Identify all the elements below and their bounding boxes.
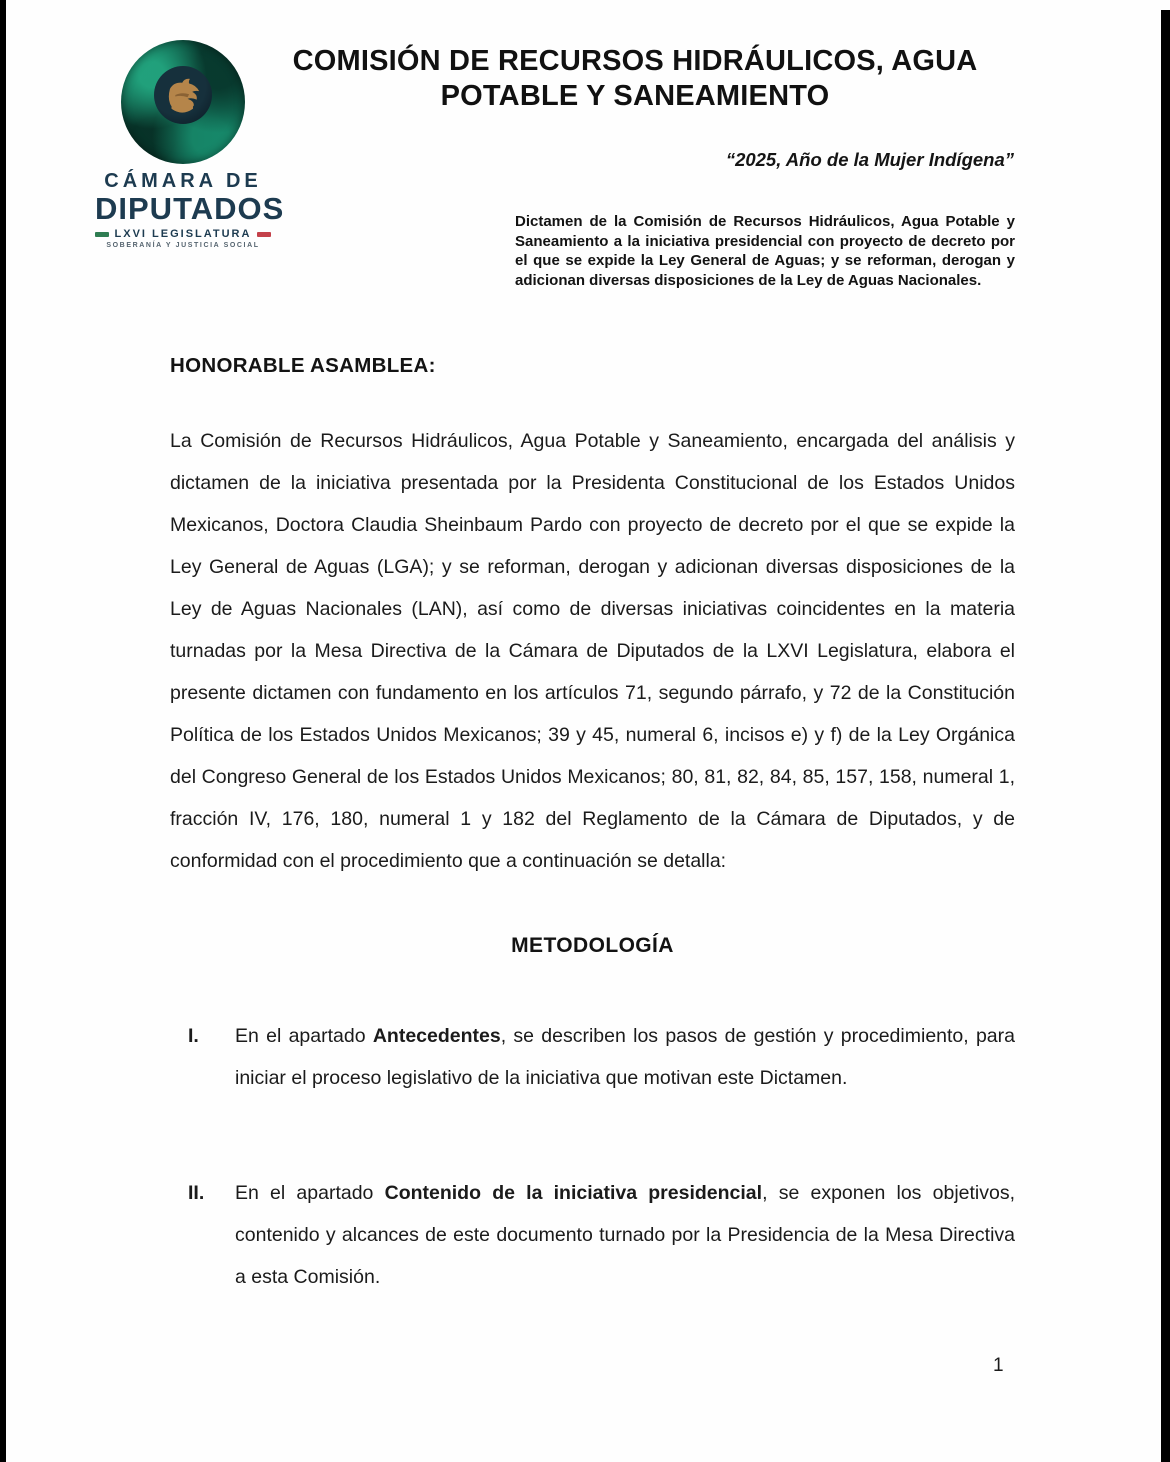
list-item-2-text (235, 1172, 1015, 1298)
logo-camara-de: CÁMARA DE (104, 170, 262, 192)
scan-edge-right (1161, 10, 1170, 1462)
salutation-heading: HONORABLE ASAMBLEA: (170, 354, 436, 377)
eagle-emblem-icon (154, 66, 212, 124)
logo-legislature-row (95, 228, 271, 240)
logo-motto: SOBERANÍA Y JUSTICIA SOCIAL (106, 242, 260, 249)
emblem-circle (121, 40, 245, 164)
list-item-1-bold: Antecedentes (372, 1025, 501, 1047)
logo-legislature: LXVI LEGISLATURA (114, 228, 252, 240)
list-item-1 (188, 1015, 1015, 1099)
page-title-line1: COMISIÓN DE RECURSOS HIDRÁULICOS, AGUA (292, 45, 978, 77)
camara-diputados-logo (95, 40, 285, 249)
list-item-2 (188, 1172, 1015, 1298)
red-dash (257, 232, 271, 237)
list-item-1-pre: En el apartado (235, 1025, 373, 1047)
green-dash (95, 232, 109, 237)
list-item-1-text (235, 1015, 1015, 1099)
dictamen-note: Dictamen de la Comisión de Recursos Hidráulicos, Agua Potable y Saneamiento a la iniciativa presidencial con proyecto de decreto por el que se expide la Ley General de Aguas; y se reforman, derogan y adicionan diversas disposiciones de la Ley de Aguas Nacionales. (515, 213, 1015, 289)
page-title-line2: POTABLE Y SANEAMIENTO (440, 80, 830, 112)
intro-paragraph: La Comisión de Recursos Hidráulicos, Agua Potable y Saneamiento, encargada del análisis y dictamen de la iniciativa presentada por la Presidenta Constitucional de los Estados Unidos Mexicanos, Doctora Claudia Sheinbaum Pardo con proyecto de decreto por el que se expide la Ley General de Aguas (LGA); y se reforman, derogan y adicionan diversas disposiciones de la Ley de Aguas Nacionales (LAN), así como de diversas iniciativas coincidentes en la materia turnadas por la Mesa Directiva de la Cámara de Diputados de la LXVI Legislatura, elabora el presente dictamen con fundamento en los artículos 71, segundo párrafo, y 72 de la Constitución Política de los Estados Unidos Mexicanos; 39 y 45, numeral 6, incisos e) y f) de la Ley Orgánica del Congreso General de los Estados Unidos Mexicanos; 80, 81, 82, 84, 85, 157, 158, numeral 1, fracción IV, 176, 180, numeral 1 y 182 del Reglamento de la Cámara de Diputados, y de conformidad con el procedimiento que a continuación se detalla: (170, 430, 1015, 872)
logo-diputados: DIPUTADOS (95, 191, 285, 226)
year-legend: “2025, Año de la Mujer Indígena” (725, 149, 1014, 170)
scan-edge-left (0, 0, 6, 1462)
list-item-2-pre: En el apartado (235, 1182, 385, 1204)
list-item-2-numeral: II. (188, 1182, 205, 1204)
section-title-metodologia: METODOLOGÍA (511, 934, 674, 957)
list-item-2-bold: Contenido de la iniciativa presidencial (384, 1182, 763, 1204)
list-item-1-numeral: I. (188, 1025, 199, 1047)
page-number: 1 (993, 1355, 1004, 1376)
list-item-1-post: , se describen los pasos de gestión y procedimiento, para iniciar el proceso legislativo de la iniciativa que motivan este Dictamen. (235, 1025, 1015, 1089)
list-item-2-post: , se exponen los objetivos, contenido y alcances de este documento turnado por la Presidencia de la Mesa Directiva a esta Comisión. (235, 1182, 1016, 1288)
page-title (250, 44, 1020, 114)
